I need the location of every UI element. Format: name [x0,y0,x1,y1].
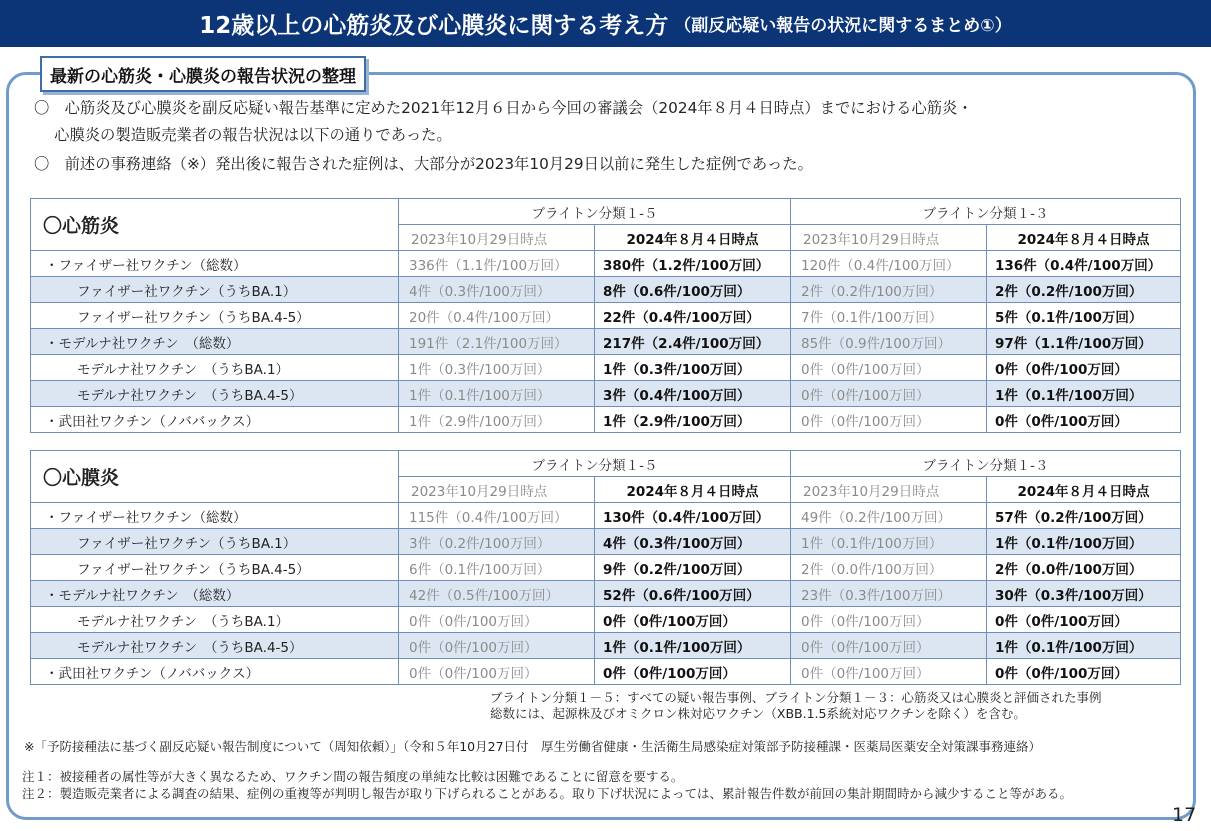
count-cell: 5件（0.1件/100万回） [987,303,1181,329]
table-row [31,381,1181,407]
count-cell: 0件（0件/100万回） [791,633,987,659]
count-cell: 1件（2.9件/100万回） [399,407,595,433]
date-old-header: 2023年10月29日時点 [791,225,987,251]
count-cell: 1件（0.3件/100万回） [399,355,595,381]
date-old-header: 2023年10月29日時点 [791,477,987,503]
bullet-2: 〇 前述の事務連絡（※）発出後に報告された症例は、大部分が2023年10月29日以前に発生した症例であった。 [34,155,813,173]
footnotes [22,768,1072,802]
count-cell: 1件（0.3件/100万回） [595,355,791,381]
bullet-1: 〇 心筋炎及び心膜炎を副反応疑い報告基準に定めた2021年12月６日から今回の審議会（2024年８月４日時点）までにおける心筋炎・ [34,99,973,117]
count-cell: 1件（0.1件/100万回） [791,529,987,555]
vaccine-name: ・武田社ワクチン（ノババックス） [31,407,399,433]
table-row [31,303,1181,329]
count-cell: 52件（0.6件/100万回） [595,581,791,607]
count-cell: 217件（2.4件/100万回） [595,329,791,355]
count-cell: 30件（0.3件/100万回） [987,581,1181,607]
page-number: 17 [1172,804,1197,826]
count-cell: 120件（0.4件/100万回） [791,251,987,277]
vaccine-name: ・モデルナ社ワクチン （総数） [31,329,399,355]
count-cell: 2件（0.2件/100万回） [987,277,1181,303]
page-title: 12歳以上の心筋炎及び心膜炎に関する考え方 [199,13,669,39]
category-label: 〇心筋炎 [31,199,399,251]
count-cell: 1件（0.1件/100万回） [399,381,595,407]
count-cell: 0件（0件/100万回） [399,633,595,659]
count-cell: 0件（0件/100万回） [791,659,987,685]
page-subtitle: （副反応疑い報告の状況に関するまとめ①） [674,16,1012,36]
reference-note: ※「予防接種法に基づく副反応疑い報告制度について（周知依頼）」（令和５年10月27日付 厚生労働省健康・生活衛生局感染症対策部予防接種課・医薬局医薬安全対策課事務連絡） [24,739,1042,754]
count-cell: 49件（0.2件/100万回） [791,503,987,529]
date-new-header: 2024年８月４日時点 [987,225,1181,251]
category-label: 〇心膜炎 [31,451,399,503]
count-cell: 336件（1.1件/100万回） [399,251,595,277]
page-header [0,0,1211,47]
date-old-header: 2023年10月29日時点 [399,477,595,503]
table-note-line: ブライトン分類１－５：すべての疑い報告事例、ブライトン分類１－３：心筋炎又は心膜炎と評価された事例 [490,690,1102,705]
count-cell: 6件（0.1件/100万回） [399,555,595,581]
count-cell: 42件（0.5件/100万回） [399,581,595,607]
myocarditis-table [30,198,1181,433]
vaccine-name: ファイザー社ワクチン（うちBA.4-5） [31,555,399,581]
count-cell: 4件（0.3件/100万回） [595,529,791,555]
count-cell: 3件（0.2件/100万回） [399,529,595,555]
count-cell: 0件（0件/100万回） [987,407,1181,433]
header-row [31,451,1181,477]
count-cell: 22件（0.4件/100万回） [595,303,791,329]
vaccine-name: ファイザー社ワクチン（うちBA.4-5） [31,303,399,329]
pericarditis-table [30,450,1181,685]
footnote-2: 注２：製造販売業者による調査の結果、症例の重複等が判明し報告が取り下げられることがある。取り下げ状況によっては、累計報告件数が前回の集計期間時から減少すること等がある。 [22,786,1073,801]
table-note-line: 総数には、起源株及びオミクロン株対応ワクチン（XBB.1.5系統対応ワクチンを除く）を含む。 [490,706,1026,721]
count-cell: 2件（0.0件/100万回） [987,555,1181,581]
table-row [31,277,1181,303]
count-cell: 0件（0件/100万回） [987,607,1181,633]
date-new-header: 2024年８月４日時点 [595,225,791,251]
count-cell: 8件（0.6件/100万回） [595,277,791,303]
count-cell: 1件（0.1件/100万回） [595,633,791,659]
count-cell: 380件（1.2件/100万回） [595,251,791,277]
vaccine-name: ファイザー社ワクチン（うちBA.1） [31,277,399,303]
table-row [31,355,1181,381]
footnote-1: 注１：被接種者の属性等が大きく異なるため、ワクチン間の報告頻度の単純な比較は困難であることに留意を要する。 [22,769,684,784]
count-cell: 85件（0.9件/100万回） [791,329,987,355]
table-row [31,555,1181,581]
count-cell: 2件（0.0件/100万回） [791,555,987,581]
count-cell: 136件（0.4件/100万回） [987,251,1181,277]
count-cell: 0件（0件/100万回） [791,607,987,633]
count-cell: 0件（0件/100万回） [595,659,791,685]
date-new-header: 2024年８月４日時点 [987,477,1181,503]
date-new-header: 2024年８月４日時点 [595,477,791,503]
count-cell: 1件（0.1件/100万回） [987,381,1181,407]
vaccine-name: ・モデルナ社ワクチン （総数） [31,581,399,607]
count-cell: 0件（0件/100万回） [987,659,1181,685]
count-cell: 20件（0.4件/100万回） [399,303,595,329]
vaccine-name: ・ファイザー社ワクチン（総数） [31,503,399,529]
table-row [31,659,1181,685]
vaccine-name: モデルナ社ワクチン （うちBA.1） [31,355,399,381]
count-cell: 191件（2.1件/100万回） [399,329,595,355]
table-row [31,407,1181,433]
count-cell: 130件（0.4件/100万回） [595,503,791,529]
table-row [31,529,1181,555]
count-cell: 7件（0.1件/100万回） [791,303,987,329]
count-cell: 0件（0件/100万回） [791,407,987,433]
count-cell: 0件（0件/100万回） [791,355,987,381]
group-header-1-5: ブライトン分類１-５ [399,451,791,477]
count-cell: 0件（0件/100万回） [595,607,791,633]
count-cell: 57件（0.2件/100万回） [987,503,1181,529]
count-cell: 0件（0件/100万回） [987,355,1181,381]
count-cell: 97件（1.1件/100万回） [987,329,1181,355]
count-cell: 0件（0件/100万回） [791,381,987,407]
vaccine-name: ・ファイザー社ワクチン（総数） [31,251,399,277]
count-cell: 0件（0件/100万回） [399,607,595,633]
vaccine-name: モデルナ社ワクチン （うちBA.4-5） [31,633,399,659]
vaccine-name: モデルナ社ワクチン （うちBA.4-5） [31,381,399,407]
count-cell: 0件（0件/100万回） [399,659,595,685]
count-cell: 9件（0.2件/100万回） [595,555,791,581]
group-header-1-5: ブライトン分類１-５ [399,199,791,225]
header-row [31,199,1181,225]
table-row [31,503,1181,529]
table-notes [490,690,1102,722]
vaccine-name: ファイザー社ワクチン（うちBA.1） [31,529,399,555]
table-row [31,581,1181,607]
date-old-header: 2023年10月29日時点 [399,225,595,251]
bullet-1-cont: 心膜炎の製造販売業者の報告状況は以下の通りであった。 [34,126,452,144]
table-row [31,251,1181,277]
table-row [31,633,1181,659]
vaccine-name: モデルナ社ワクチン （うちBA.1） [31,607,399,633]
section-label: 最新の心筋炎・心膜炎の報告状況の整理 [40,56,366,92]
count-cell: 3件（0.4件/100万回） [595,381,791,407]
count-cell: 4件（0.3件/100万回） [399,277,595,303]
vaccine-name: ・武田社ワクチン（ノババックス） [31,659,399,685]
count-cell: 115件（0.4件/100万回） [399,503,595,529]
count-cell: 2件（0.2件/100万回） [791,277,987,303]
group-header-1-3: ブライトン分類１-３ [791,451,1181,477]
group-header-1-3: ブライトン分類１-３ [791,199,1181,225]
count-cell: 23件（0.3件/100万回） [791,581,987,607]
table-row [31,329,1181,355]
count-cell: 1件（0.1件/100万回） [987,529,1181,555]
table-row [31,607,1181,633]
count-cell: 1件（0.1件/100万回） [987,633,1181,659]
count-cell: 1件（2.9件/100万回） [595,407,791,433]
